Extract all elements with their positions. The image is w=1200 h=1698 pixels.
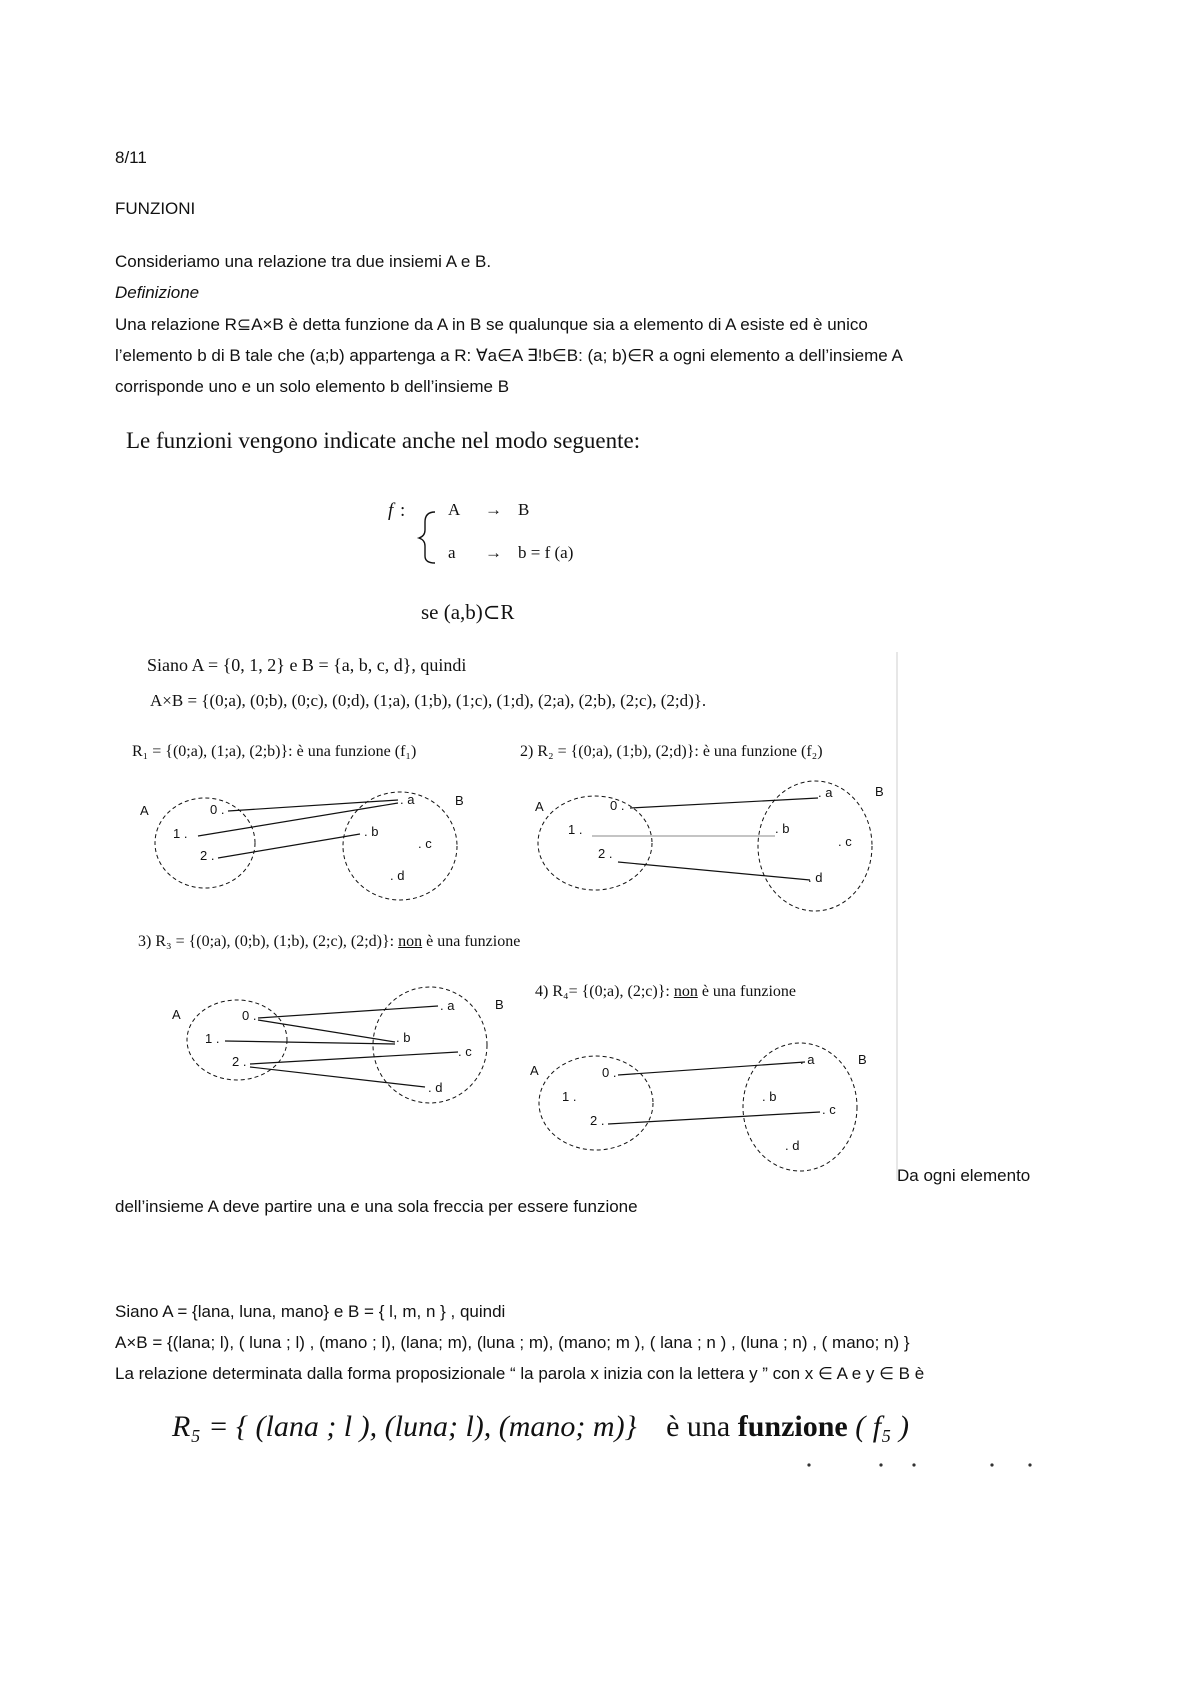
element-0: 0 . (602, 1065, 617, 1080)
element-0: 0 . (242, 1008, 257, 1023)
r5-function-name: ( f₅ ) (855, 1410, 909, 1443)
arrow-2-d (618, 862, 810, 880)
example2-product: A×B = {(lana; l), ( luna ; l) , (mano ; l), (lana; m), (luna ; m), (mano; m ), ( lana ; n ) , (luna ; n) , ( mano; n) } (115, 1333, 910, 1352)
decorative-dot (807, 1463, 810, 1466)
mapping-element-arrow: → (485, 543, 502, 562)
example1-sets: Siano A = {0, 1, 2} e B = {a, b, c, d}, quindi (147, 655, 467, 675)
example2-sets: Siano A = {lana, luna, mano} e B = { l, m, n } , quindi (115, 1302, 506, 1321)
element-b: . b (396, 1030, 411, 1045)
definition-line-3: corrisponde uno e un solo elemento b dell’insieme B (115, 377, 510, 396)
diagram-r2 (535, 781, 884, 911)
diagram-r3 (172, 987, 504, 1103)
element-c: . c (418, 836, 432, 851)
relation-r4-label: 4) R₄= {(0;a), (2;c)}: non è una funzione (535, 983, 796, 1000)
arrow-2-c (250, 1052, 458, 1064)
relation-r1-label: R₁ = {(0;a), (1;a), (2;b)}: è una funzione (f₁) (132, 743, 417, 760)
element-a: . a (440, 998, 455, 1013)
element-2: 2 . (232, 1054, 247, 1069)
element-d: . d (428, 1080, 443, 1095)
arrow-0-b (258, 1020, 395, 1042)
page-heading: FUNZIONI (115, 199, 196, 218)
diagram-r4 (530, 1043, 867, 1171)
set-a-label: A (530, 1063, 539, 1078)
set-b-label: B (858, 1052, 867, 1067)
arrow-2-b (218, 834, 360, 858)
element-0: 0 . (610, 798, 625, 813)
r5-set: R₅ = { (lana ; l ), (luna; l), (mano; m)} (172, 1410, 637, 1443)
element-b: . b (762, 1089, 777, 1104)
relation-r2-label: 2) R₂ = {(0;a), (1;b), (2;d)}: è una funzione (f₂) (520, 743, 823, 760)
note-right: Da ogni elemento (897, 1166, 1031, 1185)
set-b-ellipse (343, 792, 457, 900)
element-1: 1 . (173, 826, 188, 841)
set-b-label: B (455, 793, 464, 808)
notation-condition: se (a,b)⊂R (421, 600, 515, 624)
element-2: 2 . (200, 848, 215, 863)
element-a: . a (400, 792, 415, 807)
element-a: . a (818, 785, 833, 800)
intro-text: Consideriamo una relazione tra due insiemi A e B. (115, 252, 492, 271)
mapping-domain: A (448, 500, 461, 519)
r5-function-word: funzione (737, 1410, 848, 1443)
set-a-ellipse (538, 796, 652, 890)
note-line: dell’insieme A deve partire una e una sola freccia per essere funzione (115, 1197, 638, 1216)
set-b-label: B (875, 784, 884, 799)
element-2: 2 . (590, 1113, 605, 1128)
element-1: 1 . (562, 1089, 577, 1104)
arrow-0-a (618, 1062, 805, 1075)
arrow-0-a (228, 800, 398, 811)
function-symbol: f (388, 500, 394, 521)
set-b-label: B (495, 997, 504, 1012)
r5-statement (172, 1410, 909, 1444)
element-1: 1 . (205, 1031, 220, 1046)
example2-relation-text: La relazione determinata dalla forma proposizionale “ la parola x inizia con la lettera y ” con x ∈ A e y ∈ B è (115, 1364, 925, 1383)
element-c: . c (458, 1044, 472, 1059)
definition-line-1: Una relazione R⊆A×B è detta funzione da A in B se qualunque sia a elemento di A esiste ed è unico (115, 315, 868, 334)
diagram-r1 (140, 792, 464, 900)
definition-line-2: l’elemento b di B tale che (a;b) appartenga a R: ∀a∈A ∃!b∈B: (a; b)∈R a ogni elemento a dell’insieme A (115, 346, 903, 365)
mapping-element: a (448, 543, 456, 562)
set-a-label: A (535, 799, 544, 814)
arrow-2-d (250, 1067, 425, 1087)
element-d: . d (808, 870, 823, 885)
set-a-label: A (140, 803, 149, 818)
relation-r3-label: 3) R₃ = {(0;a), (0;b), (1;b), (2;c), (2;d)}: non è una funzione (138, 933, 521, 950)
arrow-0-a (258, 1006, 438, 1018)
mapping-arrow: → (485, 500, 502, 519)
arrow-0-a (630, 798, 818, 808)
element-0: 0 . (210, 802, 225, 817)
notation-intro: Le funzioni vengono indicate anche nel modo seguente: (126, 428, 641, 453)
r5-is-a: è una (666, 1410, 731, 1443)
element-c: . c (838, 834, 852, 849)
element-c: . c (822, 1102, 836, 1117)
mapping-codomain: B (518, 500, 530, 519)
decorative-dot (879, 1463, 882, 1466)
example1-product: A×B = {(0;a), (0;b), (0;c), (0;d), (1;a), (1;b), (1;c), (1;d), (2;a), (2;b), (2;c), (2;d)}. (150, 691, 707, 710)
decorative-dot (912, 1463, 915, 1466)
brace-icon (419, 512, 435, 563)
decorative-dot (990, 1463, 993, 1466)
element-d: . d (390, 868, 405, 883)
element-d: . d (785, 1138, 800, 1153)
element-b: . b (775, 821, 790, 836)
set-a-ellipse (155, 798, 255, 888)
element-a: . a (800, 1052, 815, 1067)
decorative-dot (1028, 1463, 1031, 1466)
mapping-image: b = f (a) (518, 543, 574, 562)
negation-word: non (673, 983, 698, 1000)
arrow-1-b (225, 1041, 395, 1044)
date-label: 8/11 (115, 148, 147, 167)
element-2: 2 . (598, 846, 613, 861)
negation-word: non (398, 933, 423, 950)
element-b: . b (364, 824, 379, 839)
set-a-ellipse (539, 1056, 653, 1150)
function-colon: : (400, 500, 406, 521)
arrow-2-c (608, 1112, 820, 1124)
set-a-label: A (172, 1007, 181, 1022)
definition-label: Definizione (115, 283, 200, 302)
element-1: 1 . (568, 822, 583, 837)
